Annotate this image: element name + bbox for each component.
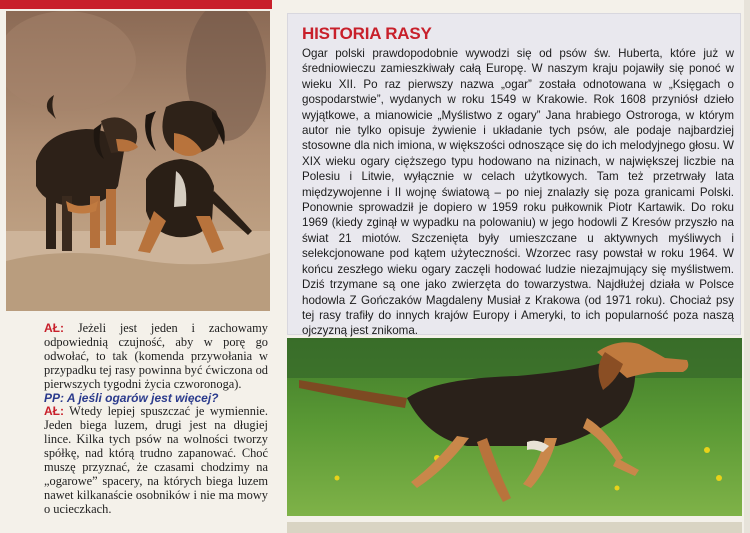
bottom-strip <box>287 522 742 533</box>
page-edge <box>744 0 750 533</box>
question-text: A jeśli ogarów jest więcej? <box>64 390 219 405</box>
interview-text <box>44 322 268 517</box>
answer-text: Jeżeli jest jeden i zachowamy odpowiednią czujność, aby w porę go odwołać, to tak (komenda przywołania w przypadku tej rasy powinna być ćwiczona od pierwszych tygodni życia czworonoga). <box>44 321 268 391</box>
answer-paragraph-2 <box>44 405 268 516</box>
red-header-bar <box>0 0 272 9</box>
running-dog-photo <box>287 338 742 516</box>
answer-text: Wtedy lepiej spuszczać je wymiennie. Jeden biega luzem, drugi jest na długiej lince. Kilka tych psów na wolności tworzy spółkę, nad którą trudno zapanować. Choć muszę przyznać, że czasami chodzimy na „ogarowe” spacery, na których biega luzem nawet kilkanaście osobników i nie ma mowy o ucieczkach. <box>44 404 268 516</box>
puppies-photo <box>6 11 270 311</box>
speaker-label: PP: <box>44 390 65 405</box>
speaker-label: AŁ: <box>44 404 64 419</box>
speaker-label: AŁ: <box>44 321 64 335</box>
history-paragraph: Ogar polski prawdopodobnie wywodzi się od psów św. Huberta, które już w średniowieczu zamieszkiwały całą Europę. W naszym kraju pojawiły się ponoć w wieku XII. Po raz pierwszy nazwa „ogar” została odnotowana w „Księgach o gospodarstwie”, wydanych w roku 1549 w Krakowie. Rok 1608 przyniósł dzieło wyjątkowe, a mianowicie „Myślistwo z ogary” Jana hrabiego Ostroroga, w którym autor nie tylko opisuje żywienie i układanie tych psów, ale podaje najbardziej stosowne dla nich imiona, w większości odnoszące się do ich melodyjnego głosu. W XIX wieku ogary cięższego typu hodowano na nizinach, w największej liczbie na Polesiu i Litwie, wyłącznie w celach użytkowych. Tam też przetrwały lata międzywojenne i II wojnę światową – po niej znalazły się poza granicami Polski. Ponownie sprowadził je dopiero w 1959 roku pułkownik Piotr Kartawik. Do roku 1969 (kiedy zginął w wypadku na polowaniu) w jego hodowli Z Kresów przyszło na świat 21 miotów. Szczenięta były umieszczane u aktywnych myśliwych i selekcjonowane pod kątem użyteczności. Wzorzec rasy powstał w roku 1964. W końcu zeszłego wieku ogary zaczęli hodować ludzie niezajmujący się myślistwem. Dziś trzymane są one jako zwierzęta do towarzystwa. Najdłużej działa w Polsce hodowla Z Gończaków Magdaleny Musiał z Krakowa (od 1971 roku). Chociaż psy tej rasy trafiły do innych krajów Europy i Ameryki, to ich popularność poza naszą ojczyzną jest znikoma. <box>302 47 734 338</box>
history-box-text <box>302 46 734 339</box>
history-box-title: HISTORIA RASY <box>302 24 432 43</box>
answer-paragraph-1 <box>44 322 268 392</box>
history-box <box>287 13 741 338</box>
question-paragraph <box>44 392 268 406</box>
